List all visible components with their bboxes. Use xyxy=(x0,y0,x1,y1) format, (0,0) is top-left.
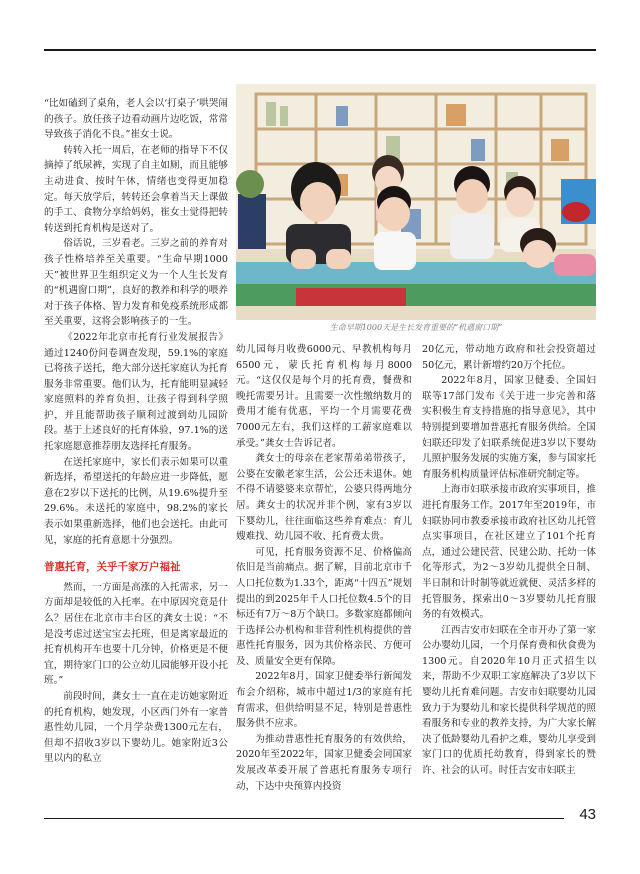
classroom-photo xyxy=(236,84,596,320)
paragraph: 然而，一方面是高涨的入托需求，另一方面却是较低的入托率。在中原因究竟是什么？居住在北京市丰台区的龚女士说：“不是没考虑过送宝宝去托班，但是离家最近的托育机构开车也要十几分钟，价格更是不便宜，期待家门口的公立幼儿园能够开设小托班。” xyxy=(44,581,228,687)
photo-illustration xyxy=(236,84,596,320)
paragraph: 为推动普惠性托育服务的有效供给，2020年至2022年，国家卫健委会同国家发展改革委开展了普惠托育服务专项行动，下达中央预算内投资 xyxy=(236,733,412,792)
paragraph: 2022年8月，国家卫健委举行新闻发布会介绍称，城市中超过1/3的家庭有托育需求，但供给明显不足，特别是普惠性服务供不应求。 xyxy=(236,671,412,730)
paragraph: “比如磕到了桌角，老人会以‘打桌子’哄哭闹的孩子。放任孩子边看动画片边吃饭，常常导致孩子消化不良。”崔女士说。 xyxy=(44,98,228,141)
photo-caption: 生命早期1000天是生长发育重要的“机遇窗口期” xyxy=(329,323,503,332)
paragraph: 在送托家庭中，家长们表示如果可以重新选择，希望送托的年龄应进一步降低，愿意在2岁以下送托的比例，从19.6%提升至29.6%。未送托的家庭中，98.2%的家长表示如果重新选择，他们也会送托。由此可见，家庭的托育意愿十分强烈。 xyxy=(44,456,228,546)
right-column xyxy=(422,342,596,779)
paragraph: 可见，托育服务资源不足、价格偏高依旧是当前痛点。据了解，目前北京市千人口托位数为1.33个，距离“十四五”规划提出的到2025年千人口托位数4.5个的目标还有7万～8万个缺口。多数家庭都倾向于选择公办机构和非营利性机构提供的普惠性托育服务，因为其价格亲民、方便可及、质量安全更有保障。 xyxy=(236,546,412,667)
paragraph: 俗话说，三岁看老。三岁之前的养育对孩子性格培养至关重要。“生命早期1000天”被世界卫生组织定义为一个人生长发育的“机遇窗口期”，良好的教养和科学的喂养对于孩子体格、智力发育和免疫系统形成都至关重要，这将会影响孩子的一生。 xyxy=(44,238,228,328)
bottom-rule xyxy=(44,818,564,819)
section-subheading: 普惠托育，关乎千家万户福祉 xyxy=(44,561,181,574)
paragraph: 转转入托一周后，在老师的指导下不仅摘掉了纸尿裤，实现了自主如厕，而且能够主动进食、按时午休，情绪也变得更加稳定。每天放学后，转转还会拿着当天上课做的手工、食物分享给妈妈，崔女士觉得把转转送到托育机构是送对了。 xyxy=(44,144,228,234)
paragraph: 龚女士的母亲在老家帮弟弟带孩子，公婆在安徽老家生活，公公还未退休。她不得不请婆婆来京帮忙，公婆只得两地分居。龚女士的状况并非个例，家有3岁以下婴幼儿，往往面临这些养育难点：育儿嫂难找、幼儿园不收、托育费太贵。 xyxy=(236,453,412,543)
paragraph: 20亿元，带动地方政府和社会投资超过50亿元，累计新增约20万个托位。 xyxy=(422,344,596,371)
top-rule xyxy=(44,49,596,51)
left-column xyxy=(44,96,228,767)
paragraph: 上海市妇联承接市政府实事项目，推进托育服务工作。2017年至2019年，市妇联协同市教委承接市政府社区幼儿托管点实事项目，在社区建立了101个托育点，通过公建民营、民建公助、托幼一体化等形式，为2～3岁幼儿提供全日制、半日制和计时制等就近就便、灵活多样的托管服务，探索出0～3岁婴幼儿托育服务的有效模式。 xyxy=(422,484,596,621)
paragraph: 前段时间，龚女士一直在走访她家附近的托育机构，她发现，小区西门外有一家普惠性幼儿园，一个月学杂费1300元左右，但却不招收3岁以下婴幼儿。她家附近3公里以内的私立 xyxy=(44,690,228,765)
paragraph: 幼儿园每月收费6000元、早教机构每月6500元，蒙氏托育机构每月8000元。“这仅仅是每个月的托育费，餐费和晚托需要另计。且需要一次性缴纳数月的费用才能有优惠，平均一个月需要花费7000元左右，我们这样的工薪家庭难以承受。”龚女士告诉记者。 xyxy=(236,344,412,449)
paragraph: 《2022年北京市托育行业发展报告》通过1240份问卷调查发现，59.1%的家庭已将孩子送托，绝大部分送托家庭认为托育服务非常重要。他们认为，托育能明显减轻家庭照料的养育负担，让孩子得到科学照护，并且能帮助孩子顺利过渡到幼儿园阶段。基于上述良好的托育体验，97.1%的送托家庭愿意推荐朋友选择托育服务。 xyxy=(44,331,228,453)
paragraph: 2022年8月，国家卫健委、全国妇联等17部门发布《关于进一步完善和落实积极生育支持措施的指导意见》，其中特别提到要增加普惠托育服务供给。全国妇联还印发了妇联系统促进3岁以下婴幼儿照护服务发展的实施方案，参与国家托育服务机构质量评估标准研究制定等。 xyxy=(422,375,596,480)
middle-column xyxy=(236,342,412,794)
paragraph: 江西吉安市妇联在全市开办了第一家公办婴幼儿园，一个月保育费和伙食费为1300元。自2020年10月正式招生以来，帮助不少双职工家庭解决了3岁以下婴幼儿托育难问题。吉安市妇联婴幼儿园致力于为婴幼儿和家长提供科学规范的照看服务和专业的教养支持，为广大家长解决了低龄婴幼儿看护之难，婴幼儿享受到家门口的优质托幼教育，得到家长的赞许、社会的认可。时任吉安市妇联主 xyxy=(422,624,596,777)
page-number: 43 xyxy=(579,806,596,823)
